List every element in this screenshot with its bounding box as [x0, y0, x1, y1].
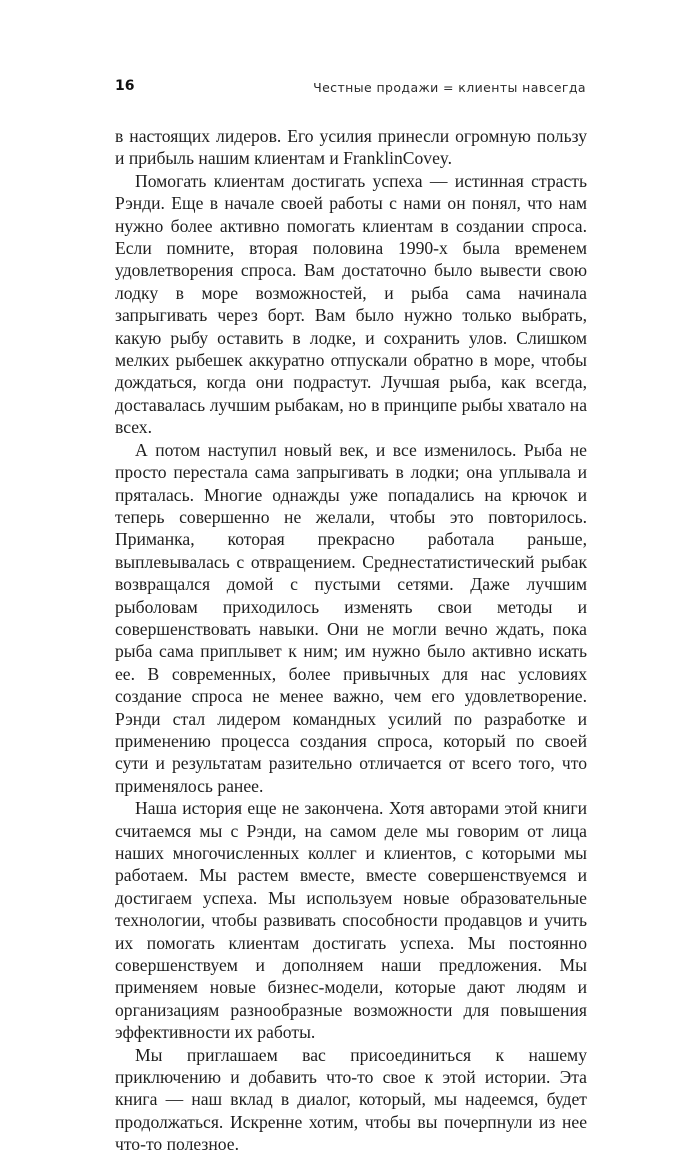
- running-title: Честные продажи = клиенты навсегда: [313, 80, 586, 95]
- paragraph-2: Помогать клиентам достигать успеха — истинная страсть Рэнди. Еще в начале своей работы с нами он понял, что нам нужно более активно помогать клиентам в создании спроса. Если помните, вторая половина 1990-х была временем удовлетворения спроса. Вам достаточно было вывести свою лодку в море возможностей, и рыба сама начинала запрыгивать через борт. Вам было нужно только выбрать, какую рыбу оставить в лодке, и сохранить улов. Слишком мелких рыбешек аккуратно отпускали обратно в море, чтобы дождаться, когда они подрастут. Лучшая рыба, как всегда, доставалась лучшим рыбакам, но в принципе рыбы хватало на всех.: [115, 170, 587, 438]
- paragraph-5: Мы приглашаем вас присоединиться к нашему приключению и добавить что-то свое к этой истории. Эта книга — наш вклад в диалог, который, мы надеемся, будет продолжаться. Искренне хотим, чтобы вы почерпнули из нее что-то полезное.: [115, 1044, 587, 1155]
- body-text: [115, 125, 587, 1156]
- paragraph-1: в настоящих лидеров. Его усилия принесли огромную пользу и прибыль нашим клиентам и FranklinCovey.: [115, 126, 587, 169]
- running-head: [115, 78, 586, 100]
- paragraph-3: А потом наступил новый век, и все изменилось. Рыба не просто перестала сама запрыгивать в лодки; она уплывала и пряталась. Многие однажды уже попадались на крючок и теперь совершенно не желали, чтобы это повторилось. Приманка, которая прекрасно работала раньше, выплевывалась с отвращением. Среднестатистический рыбак возвращался домой с пустыми сетями. Даже лучшим рыболовам приходилось изменять свои методы и совершенствовать навыки. Они не могли вечно ждать, пока рыба сама приплывет к ним; им нужно было активно искать ее. В современных, более привычных для нас условиях создание спроса не менее важно, чем его удовлетворение. Рэнди стал лидером командных усилий по разработке и применению процесса создания спроса, который по своей сути и результатам разительно отличается от всего того, что применялось ранее.: [115, 439, 587, 796]
- paragraph-4: Наша история еще не закончена. Хотя авторами этой книги считаемся мы с Рэнди, на самом деле мы говорим от лица наших многочисленных коллег и клиентов, с которыми мы работаем. Мы растем вместе, вместе совершенствуемся и достигаем успеха. Мы используем новые образовательные технологии, чтобы развивать способности продавцов и учить их помогать клиентам достигать успеха. Мы постоянно совершенствуем и дополняем наши предложения. Мы применяем новые бизнес-модели, которые дают людям и организациям разнообразные возможности для повышения эффективности их работы.: [115, 798, 587, 1043]
- page-number: 16: [115, 78, 135, 94]
